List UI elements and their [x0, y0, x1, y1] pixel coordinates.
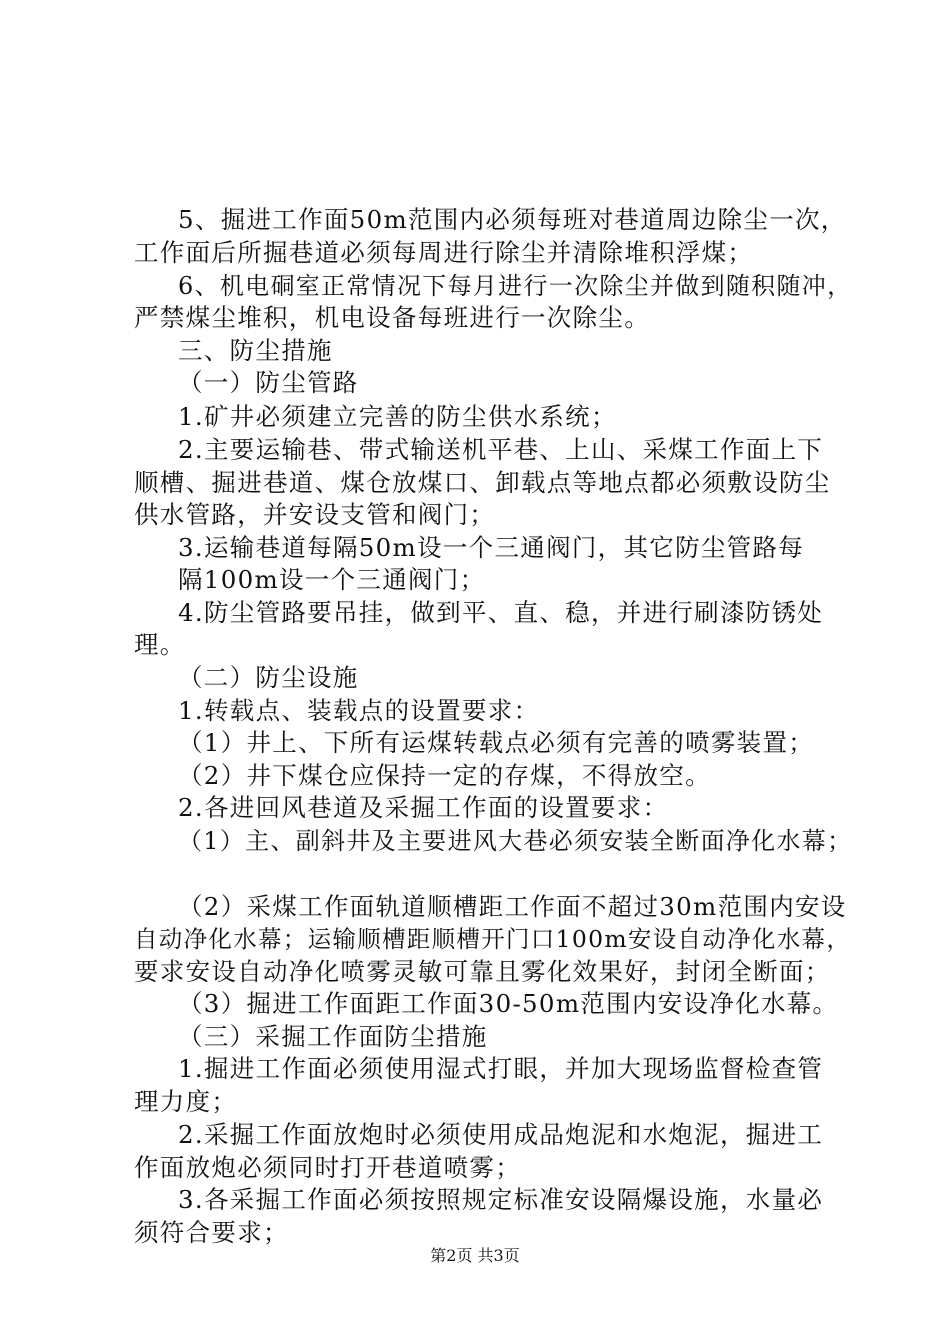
text-line: （2）井下煤仓应保持一定的存煤，不得放空。 — [178, 761, 711, 790]
text-line: 2.各进回风巷道及采掘工作面的设置要求： — [178, 793, 669, 822]
text-line: （一）防尘管路 — [178, 368, 359, 397]
text-line: （三）采掘工作面防尘措施 — [178, 1022, 488, 1051]
page-footer: 第2页 共3页 — [430, 1246, 520, 1265]
text-line: 隔100m设一个三通阀门； — [178, 565, 486, 594]
text-line: 作面放炮必须同时打开巷道喷雾； — [134, 1153, 521, 1182]
text-line: 1.转载点、装载点的设置要求： — [178, 696, 540, 725]
text-line: 1.掘进工作面必须使用湿式打眼，并加大现场监督检查管 — [178, 1054, 824, 1083]
text-line: 自动净化水幕；运输顺槽距顺槽开门口100m安设自动净化水幕， — [134, 925, 852, 953]
text-line: 3.各采掘工作面必须按照规定标准安设隔爆设施，水量必 — [178, 1185, 824, 1214]
text-line: 5、掘进工作面50m范围内必须每班对巷道周边除尘一次， — [178, 205, 847, 234]
text-line: 4.防尘管路要吊挂，做到平、直、稳，并进行刷漆防锈处 — [178, 598, 824, 627]
text-line: 供水管路，并安设支管和阀门； — [134, 500, 496, 529]
text-line: （2）采煤工作面轨道顺槽距工作面不超过30m范围内安设 — [178, 892, 847, 921]
text-line: 顺槽、掘进巷道、煤仓放煤口、卸载点等地点都必须敷设防尘 — [134, 468, 831, 497]
text-line: 6、机电硐室正常情况下每月进行一次除尘并做到随积随冲， — [178, 272, 853, 300]
text-line: （1）井上、下所有运煤转载点必须有完善的喷雾装置； — [178, 728, 815, 757]
text-line: 要求安设自动净化喷雾灵敏可靠且雾化效果好，封闭全断面； — [134, 957, 831, 986]
text-line: 2.主要运输巷、带式输送机平巷、上山、采煤工作面上下 — [178, 435, 824, 464]
text-line: （二）防尘设施 — [178, 663, 359, 692]
text-line: 工作面后所掘巷道必须每周进行除尘并清除堆积浮煤； — [134, 238, 754, 267]
text-line: 3.运输巷道每隔50m设一个三通阀门，其它防尘管路每 — [178, 533, 805, 562]
text-line: （1）主、副斜井及主要进风大巷必须安装全断面净化水幕； — [178, 827, 853, 855]
text-line: 理力度； — [134, 1087, 238, 1116]
text-line: 2.采掘工作面放炮时必须使用成品炮泥和水炮泥，掘进工 — [178, 1120, 824, 1149]
text-line: 理。 — [134, 630, 186, 659]
text-line: 三、防尘措施 — [178, 336, 333, 365]
text-line: 严禁煤尘堆积，机电设备每班进行一次除尘。 — [134, 303, 650, 332]
text-line: （3）掘进工作面距工作面30-50m范围内安设净化水幕。 — [178, 989, 839, 1018]
text-line: 1.矿井必须建立完善的防尘供水系统； — [178, 402, 617, 431]
text-line: 须符合要求； — [134, 1218, 289, 1247]
